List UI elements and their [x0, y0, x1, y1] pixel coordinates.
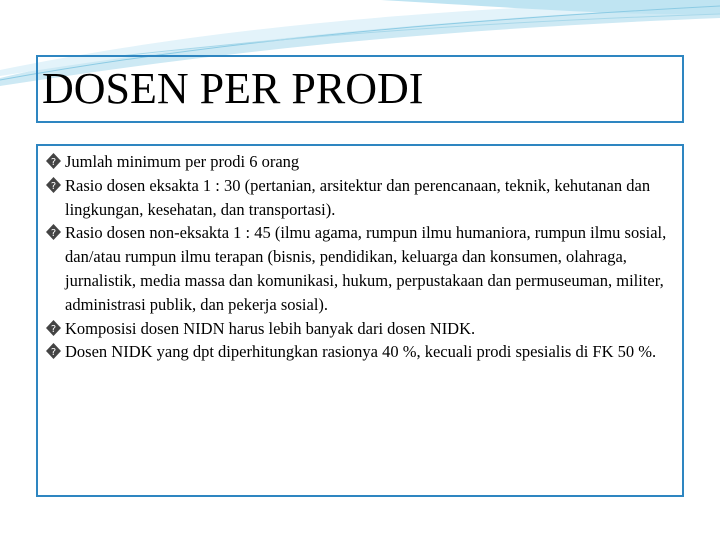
slide-title: DOSEN PER PRODI [42, 64, 424, 113]
svg-text:?: ? [50, 228, 57, 240]
content-box [36, 144, 684, 497]
list-item [46, 340, 668, 364]
bullet-text: Dosen NIDK yang dpt diperhitungkan rasionya 40 %, kecuali prodi spesialis di FK 50 %. [65, 342, 657, 362]
bullet-text: Jumlah minimum per prodi 6 orang [65, 152, 300, 171]
bullet-text: Rasio dosen eksakta 1 : 30 (pertanian, arsitektur dan perencanaan, teknik, kehutanan dan lingkungan, kesehatan, dan transportasi). [65, 175, 651, 219]
list-item [46, 174, 668, 222]
svg-text:?: ? [50, 157, 57, 168]
svg-text:?: ? [50, 347, 57, 359]
title-box [36, 55, 684, 123]
list-item [46, 317, 668, 341]
replacement-character-icon [46, 224, 61, 240]
replacement-character-icon [46, 343, 61, 359]
list-item [46, 221, 668, 316]
bullet-text: Rasio dosen non-eksakta 1 : 45 (ilmu agama, rumpun ilmu humaniora, rumpun ilmu sosial, dan/atau rumpun ilmu terapan (bisnis, pendidikan, keluarga dan konsumen, olahraga, jurnalistik, media massa dan komunikasi, hukum, perpustakaan dan permuseuman, militer, administrasi publik, dan pekerja sosial). [65, 223, 667, 314]
replacement-character-icon [46, 177, 61, 193]
svg-text:?: ? [50, 323, 57, 335]
replacement-character-icon [46, 320, 61, 336]
replacement-character-icon [46, 153, 61, 169]
list-item [46, 150, 668, 174]
bullet-list [46, 150, 668, 364]
bullet-text: Komposisi dosen NIDN harus lebih banyak dari dosen NIDK. [65, 318, 476, 338]
svg-text:?: ? [50, 180, 57, 192]
